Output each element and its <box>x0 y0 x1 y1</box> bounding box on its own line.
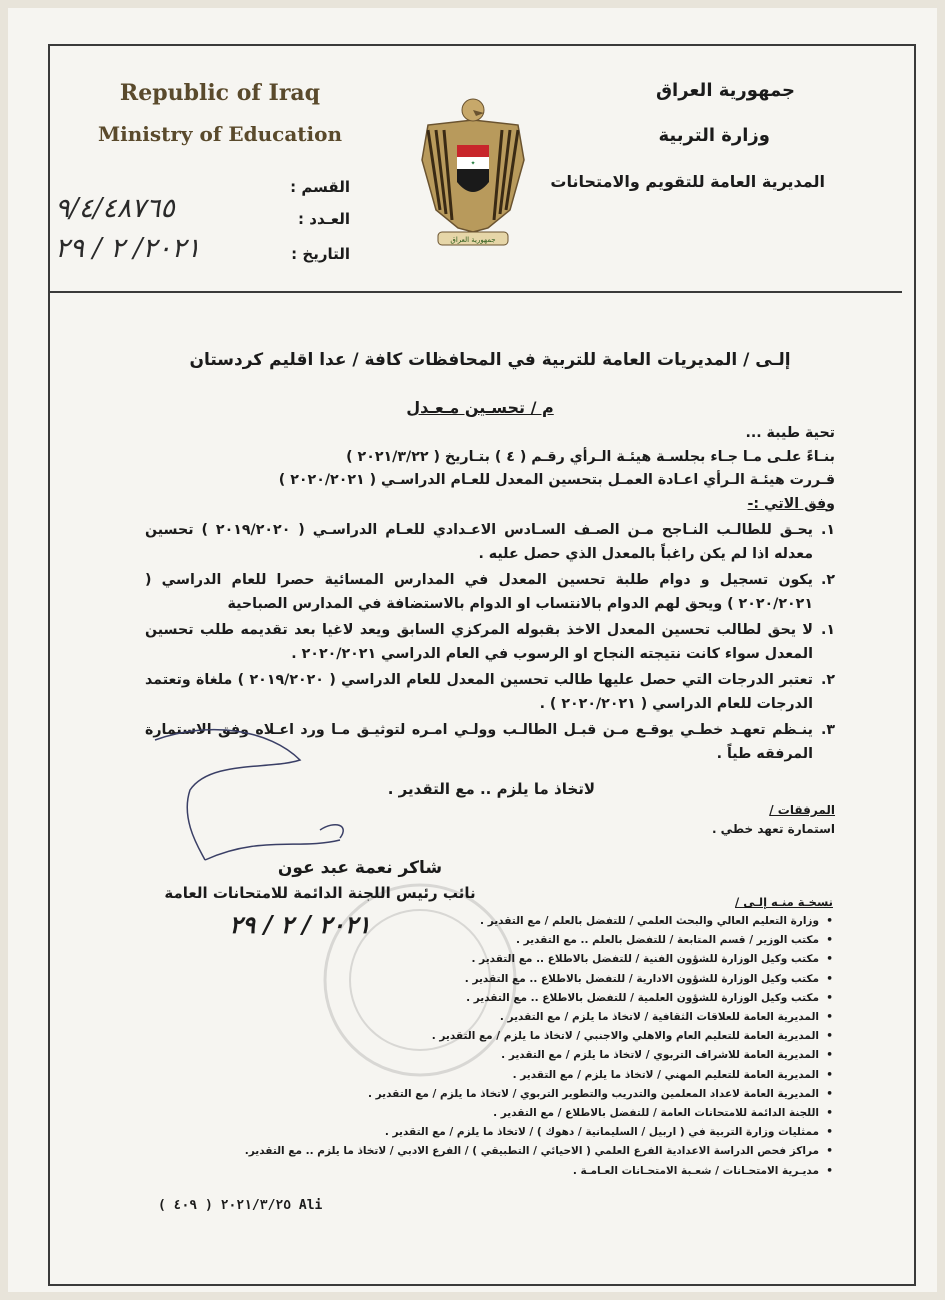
list-item: • المديرية العامة للعلاقات الثقافية / لاتخاذ ما يلزم / مع التقدير . <box>133 1008 833 1027</box>
header-ar-country: جمهورية العراق <box>655 80 795 101</box>
list-item: • اللجنة الدائمة للامتحانات العامة / للتفضل بالاطلاع / مع التقدير . <box>133 1104 833 1123</box>
list-item: • مراكز فحص الدراسة الاعدادية الفرع العلمي ( الاحيائي / التطبيقي ) / الفرع الادبي / لاتخاذ ما يلزم .. مع التقدير. <box>133 1142 833 1161</box>
list-item: ٣. ينـظم تعهـد خطـي يوقـع مـن قبـل الطالـب وولـي امـره لتوثيـق مـا ورد اعـلاه وفق الاستمارة المرفقه طياً . <box>145 722 835 762</box>
letter-body <box>145 422 835 766</box>
header-en-ministry: Ministry of Education <box>97 122 343 146</box>
section-label: القسم : <box>290 178 350 196</box>
footer-reference: ( ٤٠٩ ) ٢٠٢١/٣/٢٥ Ali <box>158 1198 323 1213</box>
header-ar-directorate: المديرية العامة للتقويم والامتحانات <box>550 172 825 191</box>
document-date: ٢٠٢١/ ٢ / ٢٩ <box>55 233 201 264</box>
list-item: • المديرية العامة لاعداد المعلمين والتدريب والتطوير التربوي / لاتخاذ ما يلزم / مع التقدير . <box>133 1085 833 1104</box>
header-divider <box>50 291 902 293</box>
intro-line-2: قـررت هيئـة الـرأي اعـادة العمـل بتحسين المعدل للعـام الدراسـي ( ٢٠٢٠/٢٠٢١ ) <box>278 472 835 488</box>
list-item: ١. يحـق للطالـب النـاجح مـن الصـف السـادس الاعـدادي للعـام الدراسـي ( ٢٠١٩/٢٠٢٠ ) تحسين معدله اذا لم يكن راغباً بالمعدل الذي حصل عليه . <box>145 522 835 562</box>
greeting: تحية طيبة ... <box>745 425 835 441</box>
attachments-title: المرفقات / <box>769 803 835 817</box>
signatory-title: نائب رئيس اللجنة الدائمة للامتحانات العامة <box>164 884 476 902</box>
list-item: • المديرية العامة للتعليم المهني / لاتخاذ ما يلزم / مع التقدير . <box>133 1066 833 1085</box>
list-item: ٢. يكون تسجيل و دوام طلبة تحسين المعدل في المدارس المسائية حصرا للعام الدراسي ( ٢٠٢٠/٢٠٢١ ) ويحق لهم الدوام بالانتساب او الدوام بالاستضافة في المدارس الصباحية <box>145 572 835 612</box>
intro-line-1: بنـاءً علـى مـا جـاء بجلسـة هيئـة الـرأي رقـم ( ٤ ) بتـاريخ ( ٢٠٢١/٣/٢٢ ) <box>346 448 835 465</box>
iraq-eagle-emblem-icon <box>418 90 528 248</box>
list-item: • مديـرية الامتحـانات / شعـبة الامتحـانات العـامـة . <box>133 1162 833 1181</box>
number-label: العـدد : <box>298 210 350 228</box>
attachment-item: استمارة تعهد خطي . <box>711 822 835 836</box>
copies-title: نسخـة منـه إلـى / <box>735 895 833 909</box>
header-en-country: Republic of Iraq <box>119 80 321 106</box>
signature-date: ٢٠٢١ / ٢ / ٢٩ <box>229 910 371 939</box>
signatory-name: شاكر نعمة عبد عون <box>277 858 443 878</box>
list-item: • ممثليات وزارة التربية في ( اربيل / السليمانية / دهوك ) / لاتخاذ ما يلزم / مع التقدير . <box>133 1123 833 1142</box>
list-item: • المديرية العامة للتعليم العام والاهلي والاجنبي / لاتخاذ ما يلزم / مع التقدير . <box>133 1027 833 1046</box>
emblem-caption: جمهورية العراق <box>450 236 496 244</box>
copies-list <box>133 912 833 1181</box>
according-heading: وفق الاتي :- <box>747 495 835 512</box>
list-item: • مكتب وكيل الوزارة للشؤون العلمية / للتفضل بالاطلاع .. مع التقدير . <box>133 989 833 1008</box>
subject-line: م / تحسـين مـعـدل <box>406 398 554 417</box>
list-item: ١. لا يحق لطالب تحسين المعدل الاخذ بقبوله المركزي السابق ويعد لاغيا بعد تقديمه طلب تحسين المعدل سواء كانت نتيجته النجاح او الرسوب في العام الدراسي ٢٠٢٠/٢٠٢١ . <box>145 622 835 662</box>
list-item: • المديرية العامة للاشراف التربوي / لاتخاذ ما يلزم / مع التقدير . <box>133 1046 833 1065</box>
closing-line: لاتخاذ ما يلزم .. مع التقدير . <box>387 780 595 798</box>
date-label: التاريخ : <box>291 245 350 263</box>
header-ar-ministry: وزارة التربية <box>658 125 770 146</box>
svg-text:✦: ✦ <box>470 160 476 167</box>
list-item: ٢. تعتبر الدرجات التي حصل عليها طالب تحسين المعدل للعام الدراسي ( ٢٠١٩/٢٠٢٠ ) ملغاة وتعتمد الدرجات للعام الدراسي ( ٢٠٢٠/٢٠٢١ ) . <box>145 672 835 712</box>
list-item: • مكتب وكيل الوزارة للشؤون الفنية / للتفضل بالاطلاع .. مع التقدير . <box>133 950 833 969</box>
list-item: • مكتب وكيل الوزارة للشؤون الادارية / للتفضل بالاطلاع .. مع التقدير . <box>133 970 833 989</box>
addressee-line: إلـى / المديريات العامة للتربية في المحافظات كافة / عدا اقليم كردستان <box>189 350 791 370</box>
document-number: ٩/٤/٤٨٧٦٥ <box>55 193 175 224</box>
list-item: • مكتب الوزير / قسم المتابعة / للتفضل بالعلم .. مع التقدير . <box>133 931 833 950</box>
list-item: • وزارة التعليم العالي والبحث العلمي / للتفضل بالعلم / مع التقدير . <box>133 912 833 931</box>
